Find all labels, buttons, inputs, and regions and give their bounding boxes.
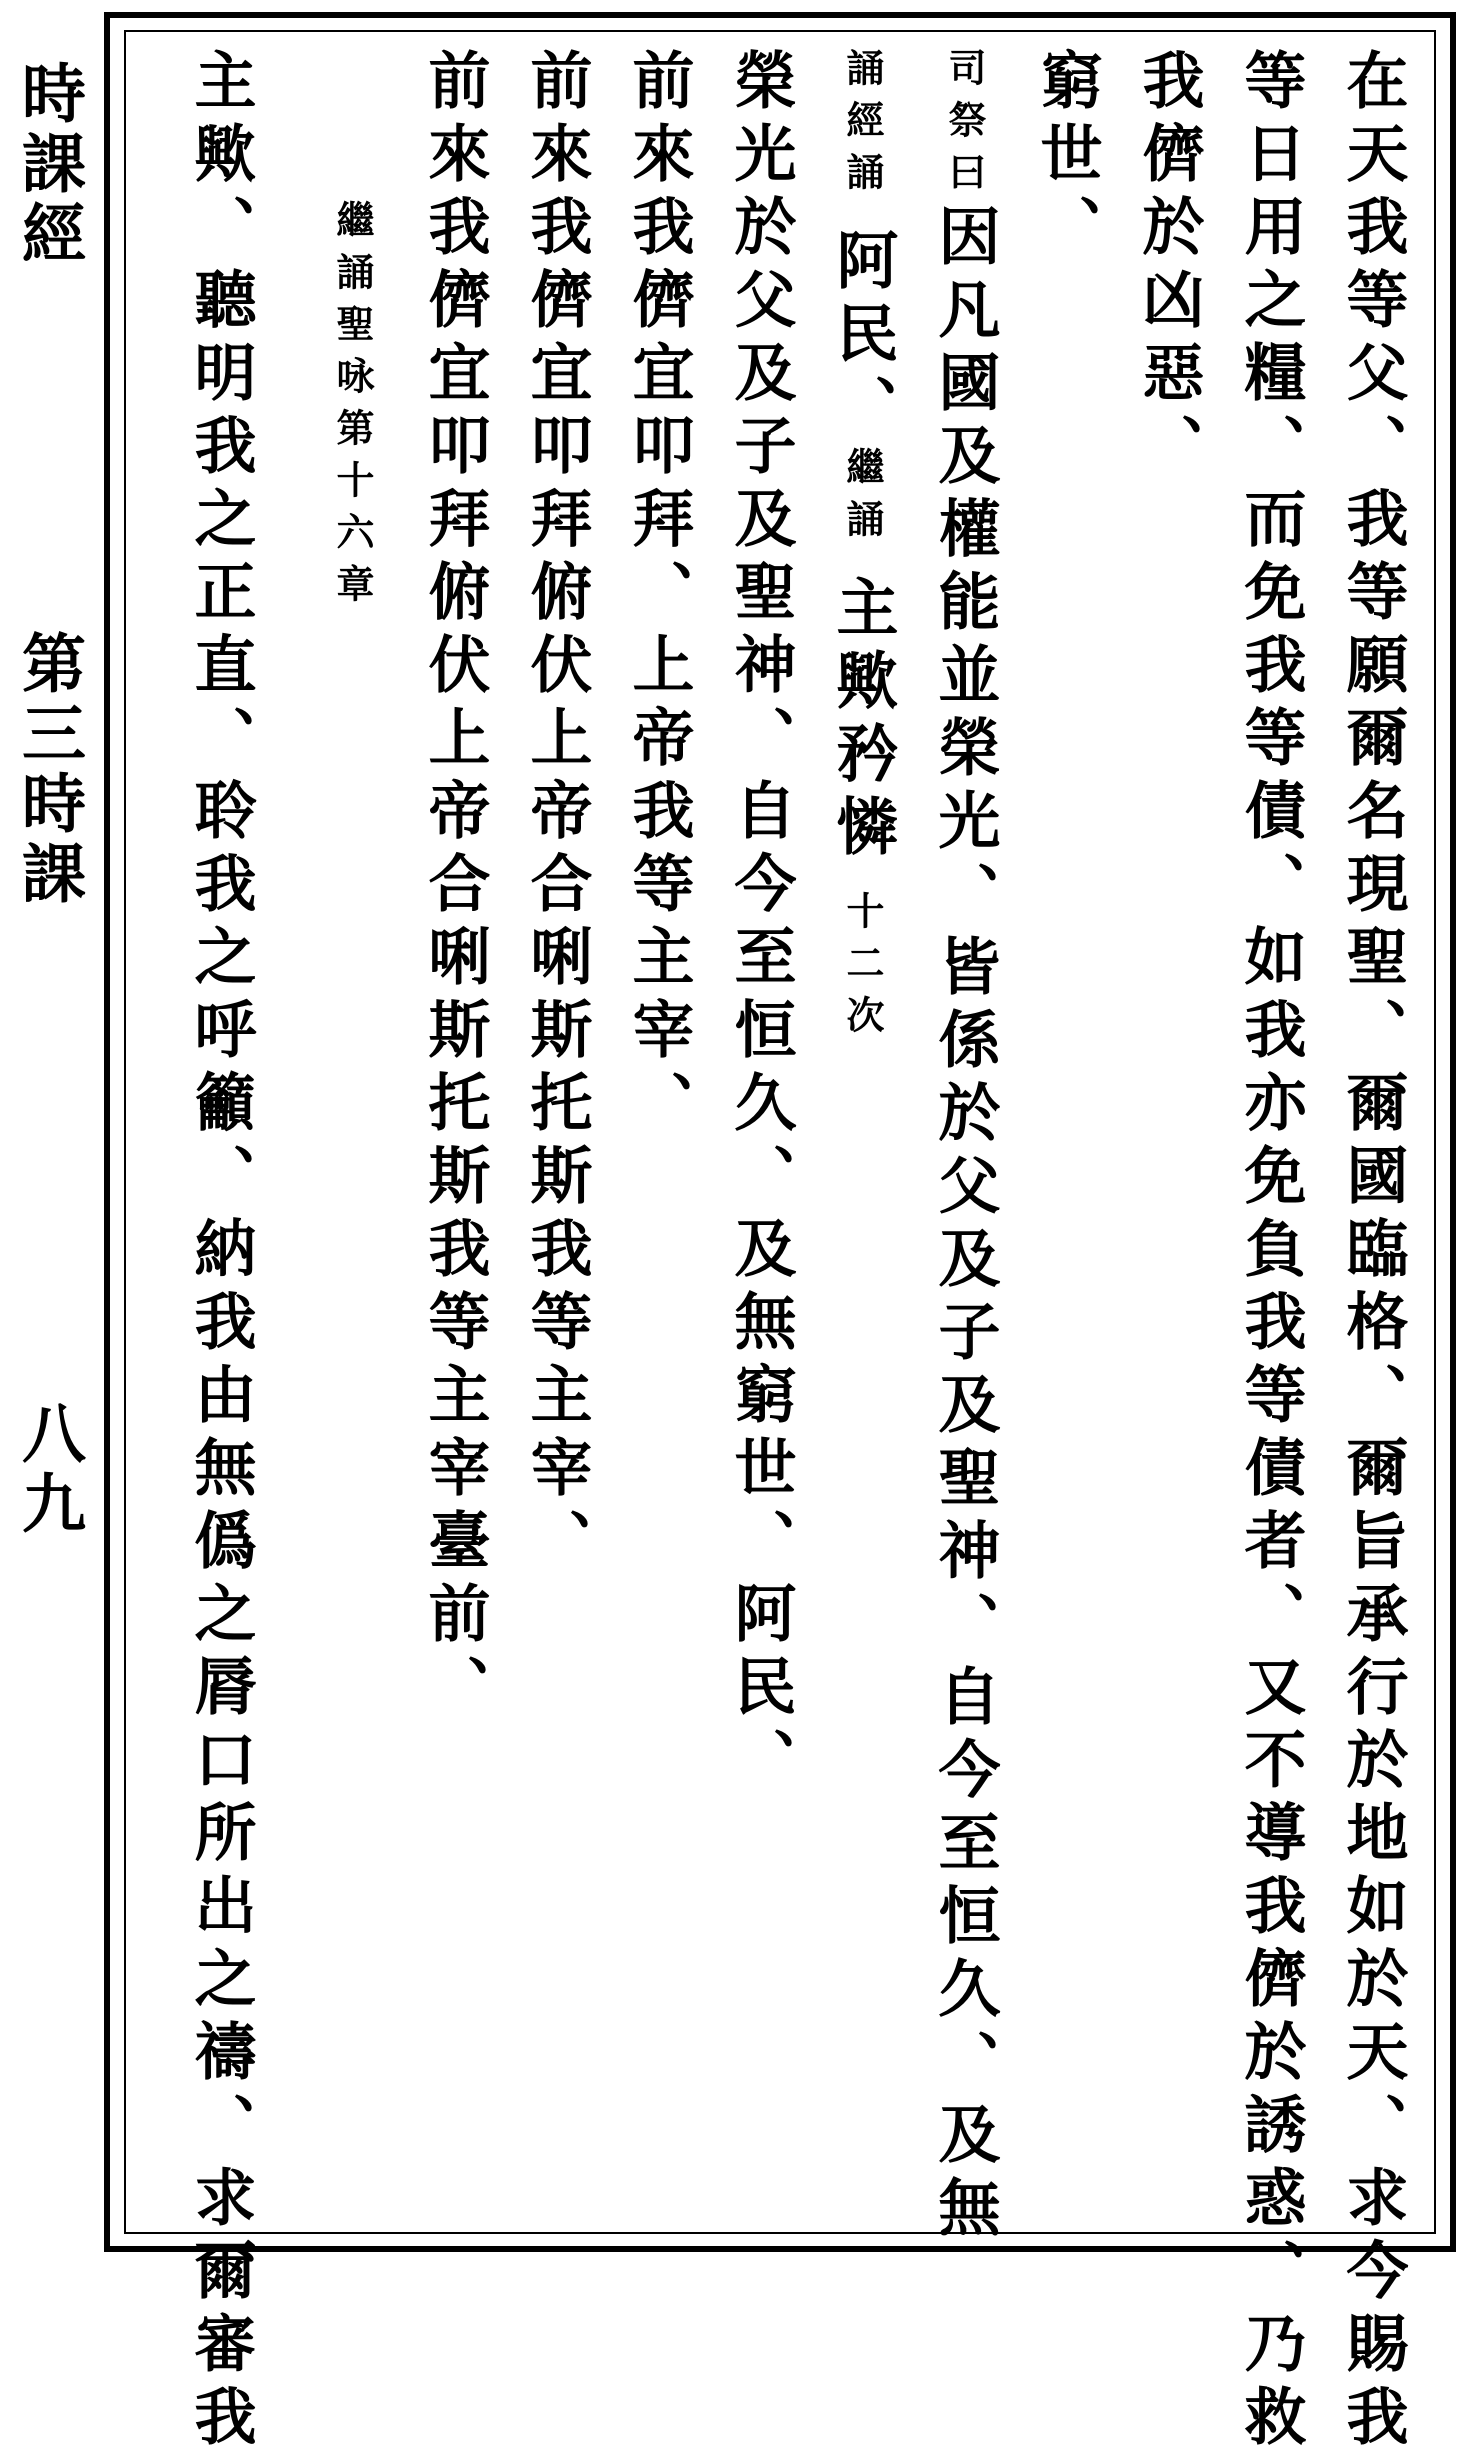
- text-run: 前來我儕宜叩拜俯伏上帝合唎斯托斯我等主宰臺前、: [418, 48, 491, 1727]
- page-margin: [8, 60, 88, 2260]
- page-number: 八九: [11, 1400, 86, 1540]
- text-run: 我儕於凶惡、: [1132, 48, 1205, 486]
- text-run: 榮光於父及子及聖神、自今至恒久、及無窮世、阿民、: [724, 48, 797, 1800]
- text-column: [302, 200, 402, 2350]
- rubric-label: 繼誦: [840, 447, 885, 551]
- text-run: 窮世、: [1030, 48, 1103, 267]
- rubric-label: 司祭曰: [942, 48, 987, 204]
- text-run: 主歟矜憐: [826, 575, 899, 867]
- text-run: 前來我儕宜叩拜、上帝我等主宰、: [622, 48, 695, 1143]
- text-column: [608, 48, 708, 2198]
- text-run: 阿民、: [826, 228, 899, 447]
- text-run: 前來我儕宜叩拜俯伏上帝合唎斯托斯我等主宰、: [520, 48, 593, 1581]
- text-run: 主歟、聽明我之正直、聆我之呼籲、納我由無僞之脣口所出之禱、求爾審我: [184, 48, 257, 2457]
- text-run: 等日用之糧、而免我等債、如我亦免負我等債者、又不導我儕於誘惑、乃救: [1234, 48, 1307, 2457]
- text-run: 因凡國及權能並榮光、皆係於父及子及聖神、自今至恒久、及無: [928, 204, 1001, 2248]
- rubric-label: 繼誦聖咏第十六章: [330, 200, 375, 616]
- text-column: [1118, 48, 1218, 2198]
- section-title: 第三時課: [11, 630, 86, 910]
- text-column: [1220, 48, 1320, 2457]
- text-column: [506, 48, 606, 2198]
- text-column: [1016, 48, 1116, 2198]
- text-run: 在天我等父、我等願爾名現聖、爾國臨格、爾旨承行於地如於天、求今賜我: [1336, 48, 1409, 2457]
- rubric-label: 十二次: [840, 891, 885, 1047]
- rubric-label: 誦經誦: [840, 48, 885, 204]
- text-column: [812, 48, 912, 2198]
- text-column: [404, 48, 504, 2198]
- book-title: 時課經: [11, 60, 86, 270]
- text-column: [170, 48, 270, 2457]
- text-column: [710, 48, 810, 2198]
- text-column: [914, 48, 1014, 2248]
- text-column: [1322, 48, 1422, 2457]
